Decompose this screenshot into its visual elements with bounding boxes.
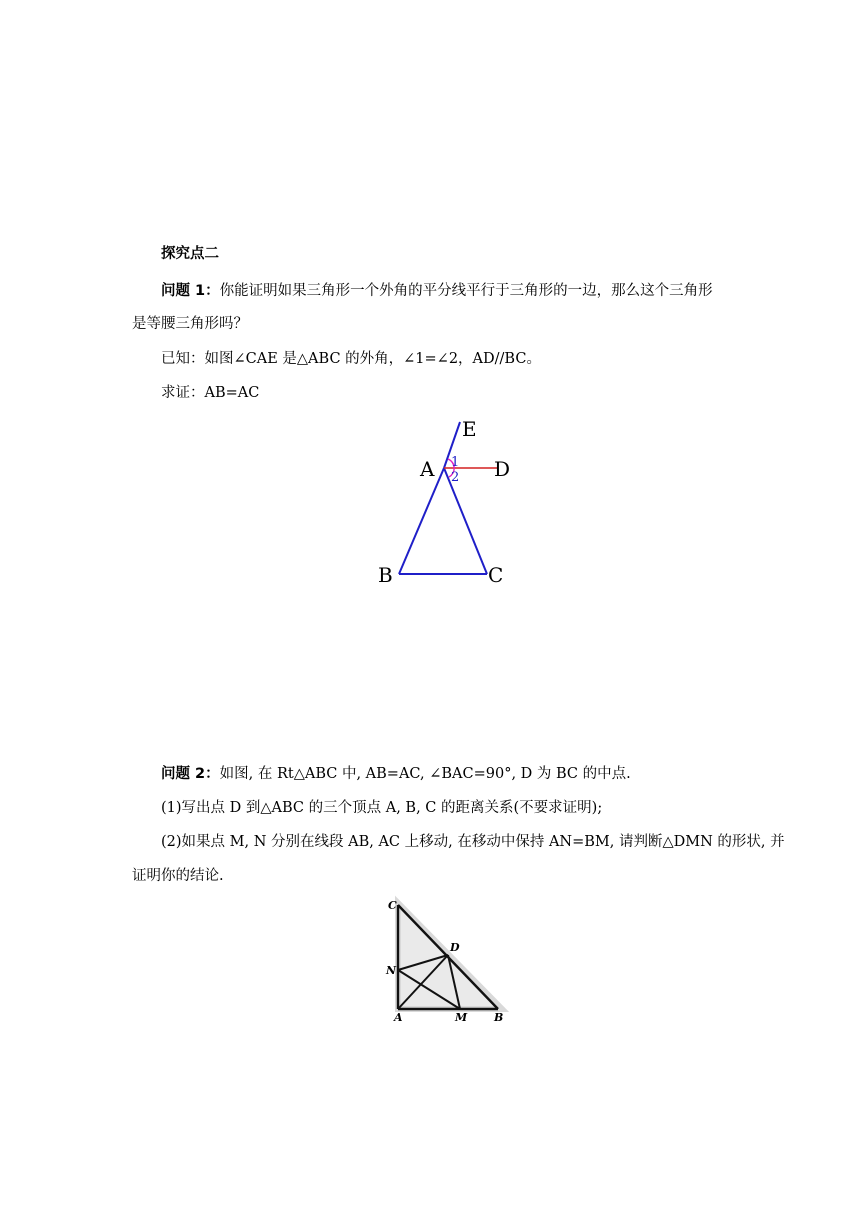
q2-figure [380, 895, 515, 1030]
label-angle2: 2 [451, 470, 460, 485]
q1-prove: 求证：AB=AC [161, 385, 260, 401]
label-a: A [420, 457, 435, 481]
label-d2: D [450, 941, 460, 954]
label-b: B [378, 563, 393, 587]
label-c: C [488, 563, 504, 587]
q2-label: 问题 2： [161, 766, 220, 782]
label-d: D [494, 457, 511, 481]
label-angle1: 1 [451, 455, 460, 470]
label-c2: C [388, 899, 397, 912]
q2-text: 如图, 在 Rt△ABC 中, AB=AC, ∠BAC=90°, D 为 BC 的中点. [219, 766, 631, 782]
section-title: 探究点二 [161, 246, 219, 262]
q2-line [161, 764, 631, 784]
label-b2: B [494, 1011, 504, 1024]
q2-part2-line2: 证明你的结论. [132, 868, 224, 884]
q1-figure [370, 410, 520, 590]
q1-line1 [161, 281, 713, 301]
q1-text-line2: 是等腰三角形吗？ [132, 316, 248, 332]
q1-given: 已知：如图∠CAE 是△ABC 的外角，∠1=∠2，AD//BC。 [161, 351, 541, 367]
label-a2: A [394, 1011, 403, 1024]
q1-text-line1: 你能证明如果三角形一个外角的平分线平行于三角形的一边，那么这个三角形 [219, 283, 713, 299]
q2-part2-line1: (2)如果点 M, N 分别在线段 AB, AC 上移动, 在移动中保持 AN=BM, 请判断△DMN 的形状, 并 [161, 834, 785, 850]
line-ab [399, 468, 444, 574]
q1-label: 问题 1： [161, 283, 220, 299]
q2-part1: (1)写出点 D 到△ABC 的三个顶点 A, B, C 的距离关系(不要求证明); [161, 800, 603, 816]
label-e: E [462, 417, 477, 441]
label-n2: N [386, 964, 397, 977]
label-m2: M [455, 1011, 468, 1024]
